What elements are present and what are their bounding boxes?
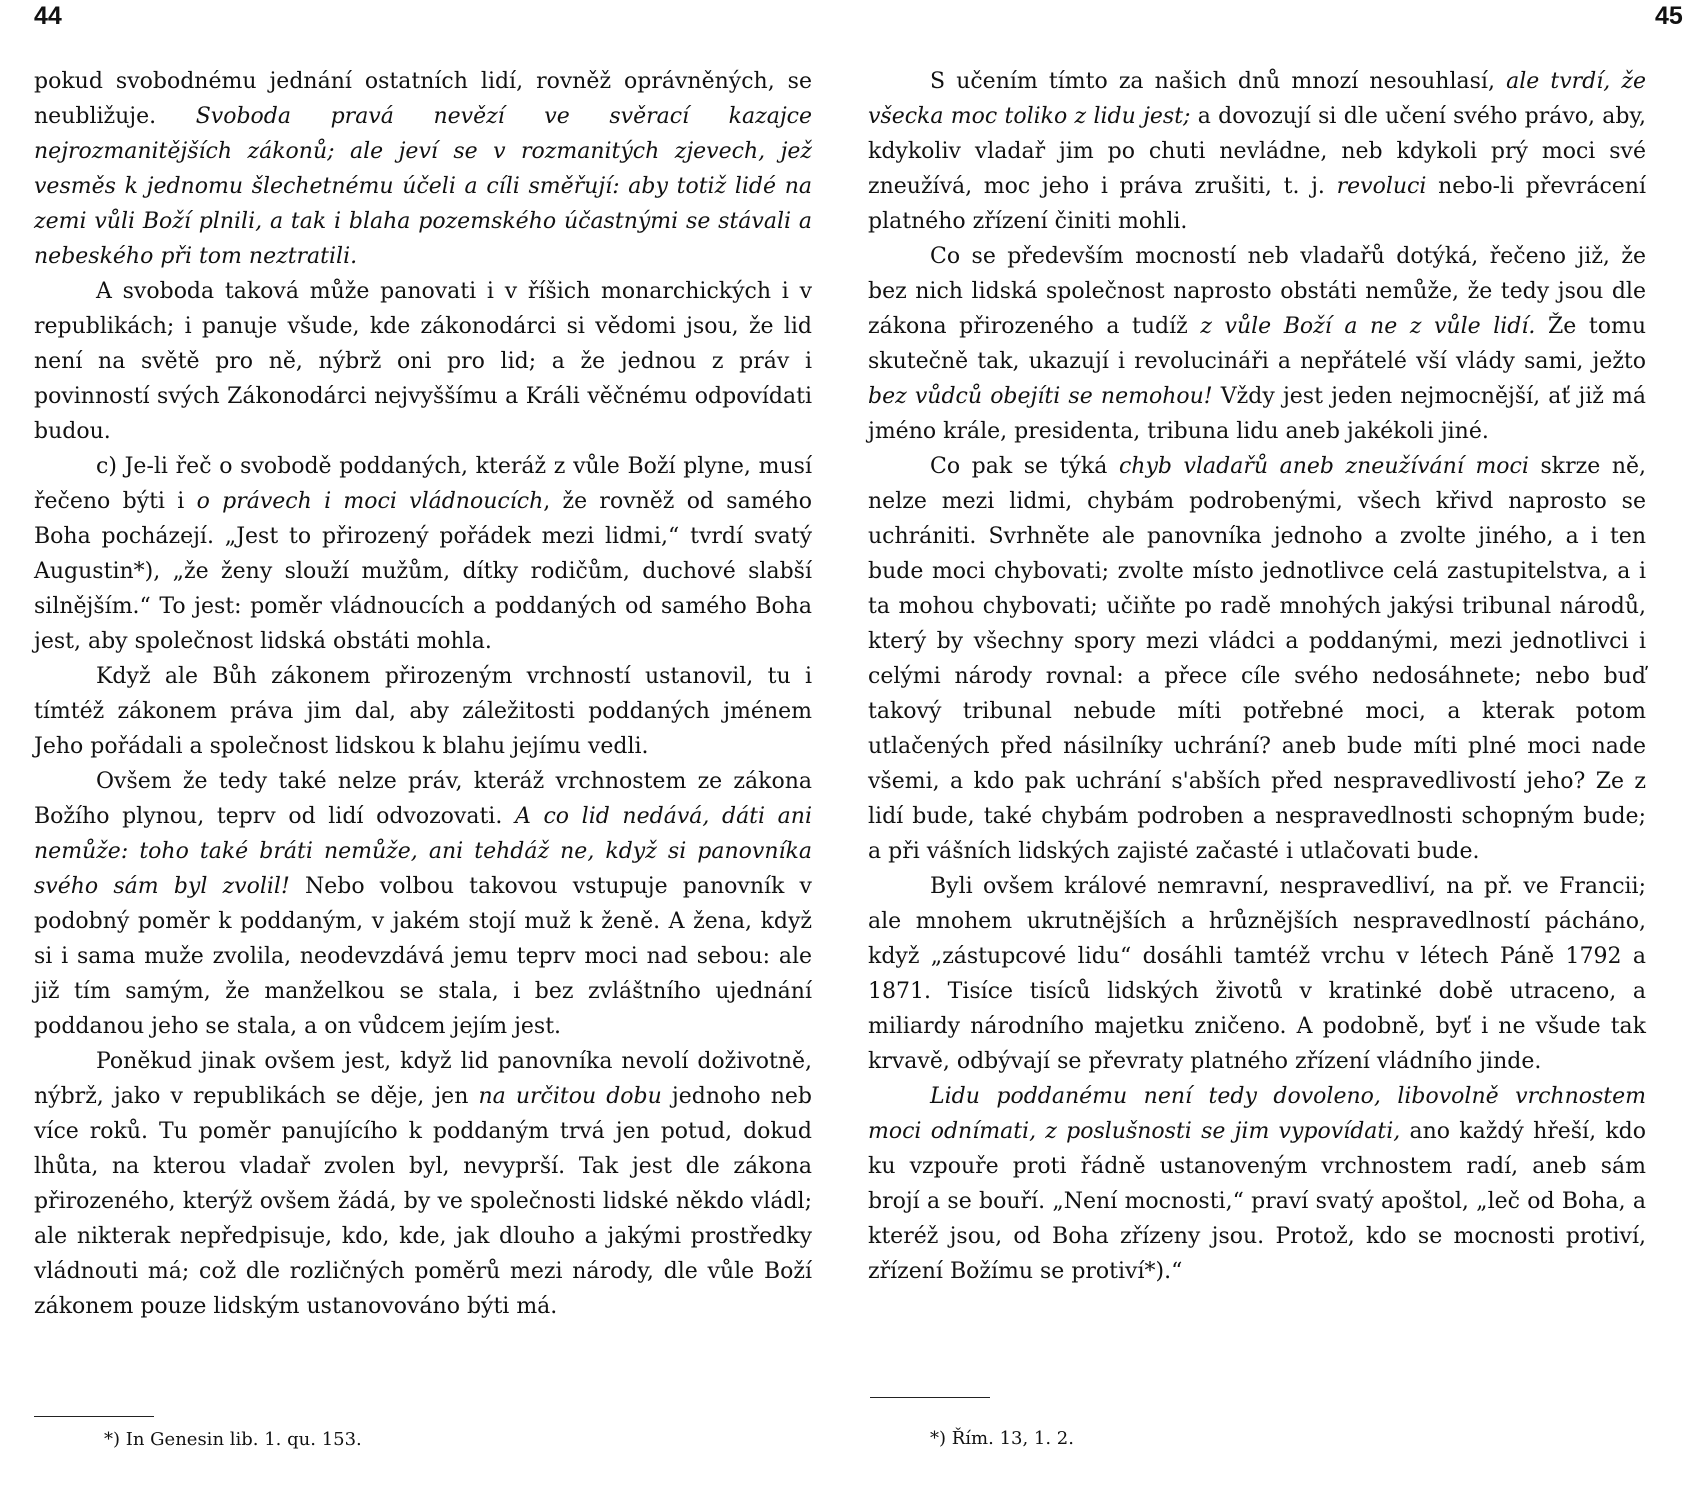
left-page-text <box>34 64 812 1324</box>
italic-run: ale tvrdí, že všecka moc toliko z lidu jest; <box>868 69 1646 129</box>
italic-run: o právech i moci vládnoucích <box>196 489 544 514</box>
paragraph <box>868 239 1646 449</box>
text-run: S učením tímto za našich dnů mnozí nesouhlasí, <box>930 69 1507 94</box>
italic-run: A co lid nedává, dáti ani nemůže: toho také bráti nemůže, ani tehdáž ne, když si panovníka svého sám byl zvolil! <box>34 804 812 899</box>
text-run: jednoho neb více roků. Tu poměr panujícího k poddaným trvá jen potud, dokud lhůta, na kterou vladař zvolen byl, nevyprší. Tak jest dle zákona přirozeného, kterýž ovšem žádá, by ve společnosti lidské někdo vládl; ale nikterak nepředpisuje, kdo, kde, jak dlouho a jakými prostředky vládnouti má; což dle rozličných poměrů mezi národy, dle vůle Boží zákonem pouze lidským ustanovováno býti má. <box>34 1084 813 1319</box>
text-run: Ovšem že tedy také nelze práv, kteráž vrchnostem ze zákona Božího plynou, teprv od lidí odvozovati. <box>34 769 812 829</box>
paragraph <box>868 64 1646 239</box>
text-run: a dovozují si dle učení svého právo, aby, kdykoliv vladař jim po chuti nevládne, neb kdykoli prý moci své zneužívá, moc jeho i práva zrušiti, t. j. <box>868 104 1646 199</box>
text-run: Byli ovšem králové nemravní, nespravedliví, na př. ve Francii; ale mnohem ukrutnějších a hrůznějších nespravedlností pácháno, když „zástupcové lidu“ dosáhli tamtéž vrchu v létech Páně 1792 a 1871. Tisíce tisíců lidských životů v kratinké době utraceno, a miliardy národního majetku zničeno. A podobně, byť i ne všude tak krvavě, odbývají se převraty platného zřízení vládního jinde. <box>868 874 1646 1074</box>
text-run: Co se především mocností neb vladařů dotýká, řečeno již, že bez nich lidská společnost naprosto obstáti nemůže, že tedy jsou dle zákona přirozeného a tudíž <box>868 244 1646 339</box>
text-run: pokud svobodnému jednání ostatních lidí, rovněž oprávněných, se neubližuje. <box>34 69 812 129</box>
paragraph <box>868 869 1646 1079</box>
text-run: Nebo volbou takovou vstupuje panovník v podobný poměr k poddaným, v jakém stojí muž k ženě. A žena, když si i sama muže zvolila, neodevzdává jemu teprv moci nad sebou: ale již tím samým, že manželkou se stala, i bez zvláštního ujednání poddanou jeho se stala, a on vůdcem jejím jest. <box>34 874 812 1039</box>
text-run: Poněkud jinak ovšem jest, když lid panovníka nevolí doživotně, nýbrž, jako v republikách se děje, jen <box>34 1049 812 1109</box>
page-number-left: 44 <box>34 2 62 30</box>
paragraph <box>34 1044 812 1324</box>
paragraph <box>34 274 812 449</box>
footnote-rule-left <box>34 1416 154 1417</box>
italic-run: revoluci <box>1336 174 1427 199</box>
text-run: A svoboda taková může panovati i v říšich monarchických i v republikách; i panuje všude, kde zákonodárci si vědomi jsou, že lid není na světě pro ně, nýbrž oni pro lid; a že jednou z práv i povinností svých Zákonodárci nejvyššímu a Králi věčnému odpovídati budou. <box>34 279 812 444</box>
footnote-left: *) In Genesin lib. 1. qu. 153. <box>104 1429 362 1450</box>
paragraph <box>34 64 812 274</box>
italic-run: bez vůdců obejíti se nemohou! <box>868 384 1213 409</box>
italic-run: chyb vladařů aneb zneužívání moci <box>1118 454 1529 479</box>
text-run: nebo-li převrácení platného zřízení činiti mohli. <box>868 174 1646 234</box>
text-run: c) Je-li řeč o svobodě poddaných, kteráž z vůle Boží plyne, musí řečeno býti i <box>34 454 812 514</box>
paragraph <box>868 1079 1646 1289</box>
text-run: ano každý hřeší, kdo ku vzpouře proti řádně ustanoveným vrchnostem radí, aneb sám brojí a se bouří. „Není mocnosti,“ praví svatý apoštol, „leč od Boha, a kteréž jsou, od Boha zřízeny jsou. Protož, kdo se mocnosti protiví, zřízení Božímu se protiví*).“ <box>868 1119 1646 1284</box>
text-run: Že tomu skutečně tak, ukazují i revolucináři a nepřátelé vší vlády sami, ježto <box>868 314 1647 374</box>
text-run: Co pak se týká <box>930 454 1119 479</box>
text-run: , že rovněž od samého Boha pocházejí. „Jest to přirozený pořádek mezi lidmi,“ tvrdí svatý Augustin*), „že ženy slouží mužům, dítky rodičům, duchové slabší silnějším.“ To jest: poměr vládnoucích a poddaných od samého Boha jest, aby společnost lidská obstáti mohla. <box>34 489 813 654</box>
footnote-right: *) Řím. 13, 1. 2. <box>930 1428 1074 1449</box>
paragraph <box>34 764 812 1044</box>
right-page-text <box>868 64 1646 1289</box>
text-run: skrze ně, nelze mezi lidmi, chybám podrobenými, všech křivd naprosto se uchrániti. Svrhněte ale panovníka jednoho a zvolte jiného, a i ten bude moci chybovati; zvolte místo jednotlivce celá zastupitelstva, a i ta mohou chybovati; učiňte po radě mnohých jakýsi tribunal národů, který by všechny spory mezi vládci a poddanými, mezi jednotlivci i celými národy rovnal: a přece cíle svého nedosáhnete; nebo buď takový tribunal nebude míti potřebné moci, a kterak potom utlačených před násilníky uchrání? aneb bude míti plné moci nade všemi, a kdo pak uchrání s'abších před nespravedlivostí jeho? Ze z lidí bude, také chybám podroben a nespravedlnosti schopným bude; a při vášních lidských zajisté začasté i utlačovati bude. <box>868 454 1647 864</box>
text-run: Když ale Bůh zákonem přirozeným vrchností ustanovil, tu i tímtéž zákonem práva jim dal, aby záležitosti poddaných jménem Jeho pořádali a společnost lidskou k blahu jejímu vedli. <box>34 664 812 759</box>
italic-run: na určitou dobu <box>478 1084 662 1109</box>
text-run: Vždy jest jeden nejmocnější, ať již má jméno krále, presidenta, tribuna lidu aneb jakékoli jiné. <box>868 384 1646 444</box>
paragraph <box>868 449 1646 869</box>
page-number-right: 45 <box>1655 2 1683 30</box>
paragraph <box>34 449 812 659</box>
paragraph <box>34 659 812 764</box>
footnote-rule-right <box>870 1397 990 1398</box>
italic-run: Lidu poddanému není tedy dovoleno, libovolně vrchnostem moci odnímati, z poslušnosti se jim vypovídati, <box>868 1084 1646 1144</box>
italic-run: Svoboda pravá nevězí ve svěrací kazajce nejrozmanitějších zákonů; ale jeví se v rozmanitých zjevech, jež vesměs k jednomu šlechetnému účeli a cíli směřují: aby totiž lidé na zemi vůli Boží plnili, a tak i blaha pozemského účastnými se stávali a nebeského při tom neztratili. <box>34 104 812 269</box>
italic-run: z vůle Boží a ne z vůle lidí. <box>1200 314 1536 339</box>
